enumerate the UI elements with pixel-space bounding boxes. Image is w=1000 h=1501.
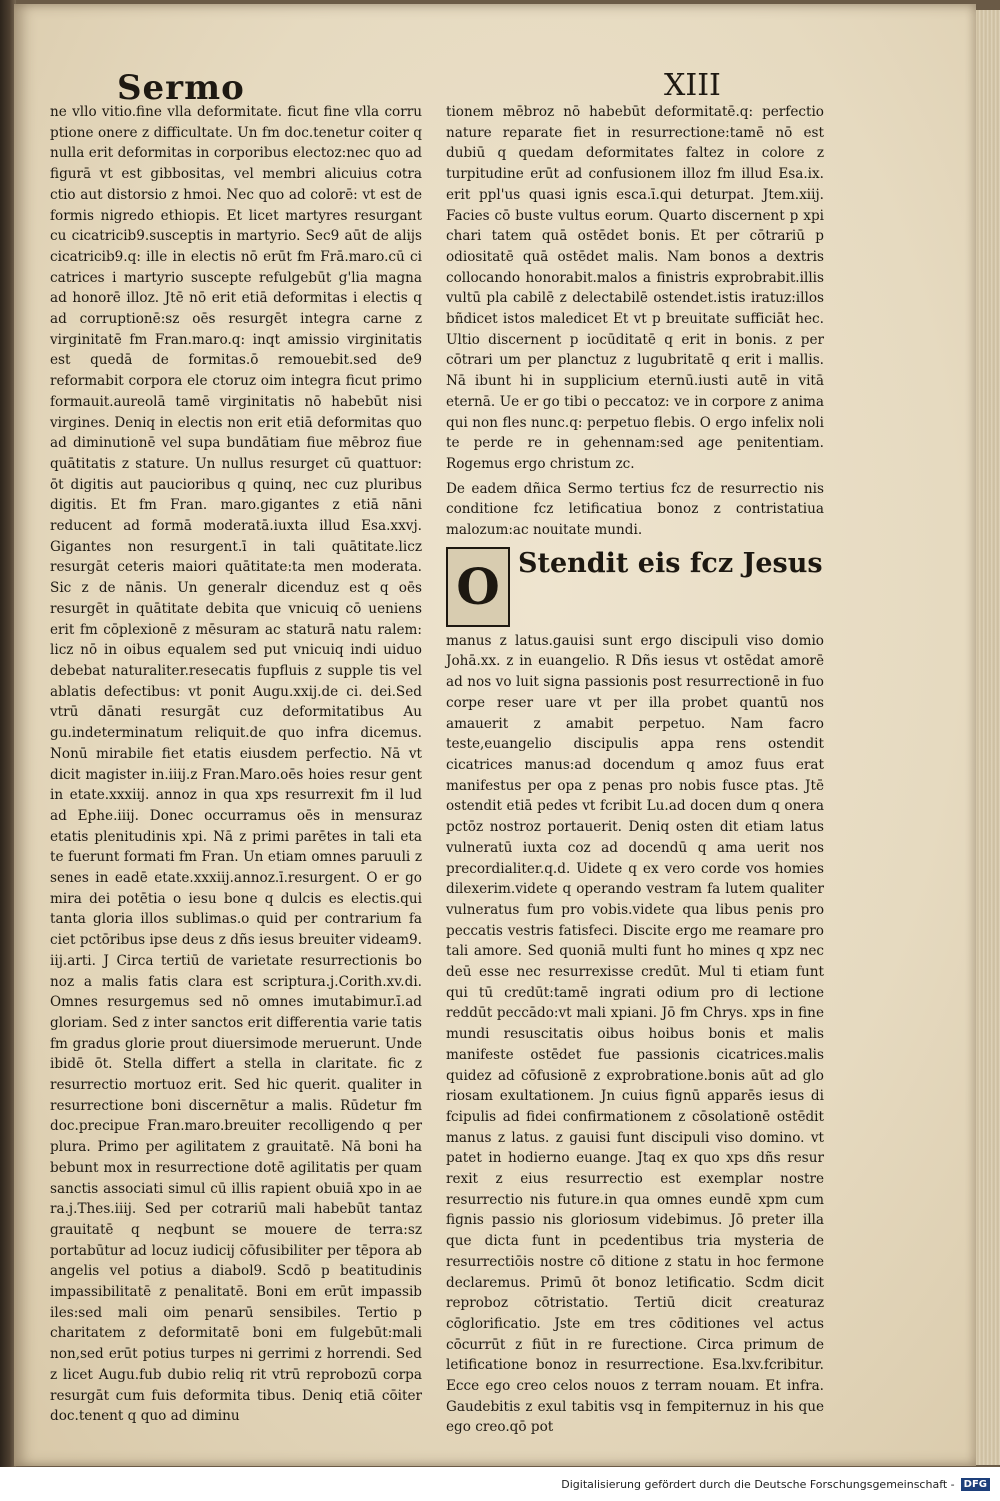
right-column-main-text: manus z latus.gauisi sunt ergo discipuli viso domio Johā.xx. z in euangelio. R Dñs iesus vt ostēdat amorē ad nos vo luit signa passionis post resurrectionē in fuo corpe reser uare vt per illa probet quantū nos amauerit z amabit perpetuo. Nam facro teste,euangelio discipulis appa rens ostendit cicatrices manus:ad docendum q amoz fuus erat manifestus per opa z penas pro nobis fusce ptas. Jtē ostendit etiā pedes vt fcribit Lu.ad docen dum q onera pctōz nostroz portauerit. Deniq osten dit etiam latus vulneratū iuxta coz ad docendū q ama uerit nos precordialiter.q.d. Uidete q ex vero corde vos homies dilexerim.videte q operando vestram fa lutem qualiter vulneratus fum pro vobis.videte qua libus penis pro peccatis vestris fatisfeci. Discite ergo me reamare pro tali amore. Sed quoniā multi funt ho mines q xpz nec deū esse nec resurrexisse credūt. Mul ti etiam funt qui tū credūt:tamē ingrati odium pro di lectione reddūt peccādo:vt mali xpiani. Jō fm Chrys. xps in fine mundi resuscitatis oibus hoibus bonis et malis manifeste ostēdet fue passionis cicatrices.malis quidez ad cōfusionē z exprobratione.bonis aūt ad glo riosam exultationem. Jn cuius fignū apparēs iesus di fcipulis ad fidei confirmationem z cōsolationē ostēdit manus z latus. z gauisi funt discipuli viso domino. vt patet in hodierno euange. Jtaq ex quo xps dñs resur rexit z eius resurrectio est exemplar nostre resurrectio nis future.in qua omnes eundē xpm cum fignis passio nis gloriosum videbimus. Jō preter illa que dicta funt in pcedentibus tria mysteria de resurrectiōis nostre cō ditione z statu in hoc fermone declaremus. Primū ōt bonoz letificatio. Scdm dicit reproboz cōtristatio. Tertiū dicit creaturaz cōglorificatio. Jste em tres cōditiones vel actus cōcurrūt z fiūt in re furectione. Circa primum de letificatione bonoz in resurrectione. Esa.lxv.fcribitur. Ecce ego creo celos nouos z terram nouam. Et infra. Gaudebitis z exul tabitis vsq in fempiternuz in his que ego creo.qō pot xyxy=(446,632,824,1436)
footer-bar xyxy=(0,1467,1000,1501)
sermon-headline: Stendit eis fcz Jesus xyxy=(518,547,823,579)
right-column-top-text: tionem mēbroz nō habebūt deformitatē.q: perfectio nature reparate fiet in resurrectione:tamē nō est dubiū q quedam deformitates faltez in colore z turpitudine erūt ad confusionem illoz fm illud Esa.ix. erit ppl'us quasi ignis esca.ī.qui deturpat. Jtem.xiij. Facies cō buste vultus eorum. Quarto discernent p xpi chari tatem quā ostēdet bonis. Et per cōtrariū p odiositatē quā ostēdet malis. Nam bonos a dextris collocando honorabit.malos a finistris exprobrabit.illis vultū pla cabilē z delectabilē ostendet.istis iratuz:illos bñdicet istos maledicet Et vt p breuitate sufficiāt hec. Ultio discernent p iocūditatē q erit in bonis. z per cōtrari um per planctuz z lugubritatē q erit i mallis. Nā ibunt hi in supplicium eternū.iusti autē in vitā eternā. Ue er go tibi o peccatoz: ve in corpore z anima qui non fles nunc.q: perpetuo flebis. O ergo infelix noli te perde re in gehennam:sed age penitentiam. Rogemus ergo christum zc. xyxy=(446,104,824,472)
funding-credit: Digitalisierung gefördert durch die Deutsche Forschungsgemeinschaft - xyxy=(561,1477,955,1491)
left-column-text: ne vllo vitio.fine vlla deformitate. ficut fine vlla corru ptione onere z difficultate. Un fm doc.tenetur coiter q nulla erit deformitas in corporibus electoz:nec quo ad figurā vt est gibbositas, vel membri alicuius cotra ctio aut distorsio z hmoi. Nec quo ad colorē: vt est de formis nigredo ethiopis. Et licet martyres resurgant cu cicatricib9.susceptis in martyrio. Sec9 aūt de alijs cicatricib9.q: ille in electis nō erūt fm Frā.maro.cū ci catrices i martyrio suscepte refulgebūt g'lia magna ad honorē illoz. Jtē nō erit etiā deformitas i electis q ad corruptionē:sz oēs resurgēt integra carne z virginitatē fm Fran.maro.q: inqt amissio virginitatis est quedā de formitas.ō remouebit.sed de9 reformabit corpora ele ctoruz oim integra ficut primo formauit.aureolā tamē virginitatis nō habebūt nisi virgines. Deniq in electis non erit etiā deformitas quo ad diminutionē vel supa bundātiam fiue mēbroz fiue quātitatis z stature. Un nullus resurget cū quattuor: ōt digitis aut paucioribus q quinq, nec cuz pluribus digitis. Et fm Fran. maro.gigantes z etiā nāni reducent ad formā moderatā.iuxta illud Esa.xxvj. Gigantes non resurgent.ī in tali quātitate.licz resurgāt ceteris maiori quātitate:ta men moderata. Sic z de nānis. Un generalr dicenduz est q oēs resurgēt in quātitate debita que vnicuiq cō ueniens erit fm cōplexionē z mēsuram ac staturā natu ralem: licz nō in oibus equalem sed put vnicuiq indi uiduo debebat naturaliter.resecatis fupfluis z supple tis vel ablatis defectibus: vt ponit Augu.xxij.de ci. dei.Sed vtrū dānati resurgāt cuz deformitatibus Au gu.indeterminatum reliquit.de quo infra dicemus. Nonū mirabile fiet etatis eiusdem perfectio. Nā vt dicit magister in.iiij.z Fran.Maro.oēs hoies resur gent in etate.xxxiij. annoz in qua xps resurrexit fm il lud ad Ephe.iiij. Donec occurramus oēs in mensuraz etatis plenitudinis xpi. Nā z primi parētes in tali eta te fuerunt formati fm Fran. Un etiam omnes paruuli z senes in eadē etate.xxxiij.annoz.ī.resurgent. O er go mira dei potētia o iesu bone q dulcis es electis.qui tanta gloria illos sublimas.o quid per contrarium fa ciet pctōribus ipse deus z dñs iesus breuiter videam9. iij.arti. J Circa tertiū de varietate resurrectionis bo noz a malis fatis clara est scriptura.j.Corith.xv.di. Omnes resurgemus sed nō omnes imutabimur.ī.ad gloriam. Sed z inter sanctos erit differentia varie tatis fm gradus glorie prout diuersimode meruerunt. Unde ibidē ōt. Stella differt a stella in claritate. fic z resurrectio mortuoz erit. Sed hic querit. qualiter in resurrectione boni discernētur a malis. Rūdetur fm doc.precipue Fran.maro.breuiter recolligendo q per plura. Primo per agilitatem z grauitatē. Nā boni ha bebunt mox in resurrectione dotē agilitatis per quam sanctis associati simul cū illis rapient obuiā xpo in ae ra.j.Thes.iiij. Sed per cotrariū mali habebūt tantaz grauitatē q neqbunt se mouere de terra:sz portabūtur ad locuz iudicij cōfusibiliter per tēpora ab angelis vel potius a diabol9. Scdō p beatitudinis impassibilitatē z penalitatē. Boni em erūt impassib iles:sed mali oim penarū sensibiles. Tertio p charitatem z deformitatē boni em fulgebūt:mali non,sed erūt potius turpes ni gerrimi z horrendi. Sed z licet Augu.fub dubio reliq rit vtrū reprobozū corpa resurgāt cum fuis deformita tibus. Deniq etiā cōiter doc.tenent q quo ad diminu xyxy=(50,104,422,1425)
sermon-heading xyxy=(446,547,824,627)
decorated-initial: O xyxy=(446,547,510,627)
folio-number: XIII xyxy=(664,68,721,103)
running-head-left: Sermo xyxy=(117,68,245,108)
book-page xyxy=(14,4,976,1466)
dfg-logo: DFG xyxy=(961,1478,990,1491)
rubric: De eadem dñica Sermo tertius fcz de resurrectio nis conditione fcz letificatiua bonoz z contristatiua malozum:ac nouitate mundi. xyxy=(446,480,824,539)
text-column-left xyxy=(50,102,422,1427)
page-stack-edge xyxy=(972,10,1000,1465)
text-column-right xyxy=(446,102,824,1438)
